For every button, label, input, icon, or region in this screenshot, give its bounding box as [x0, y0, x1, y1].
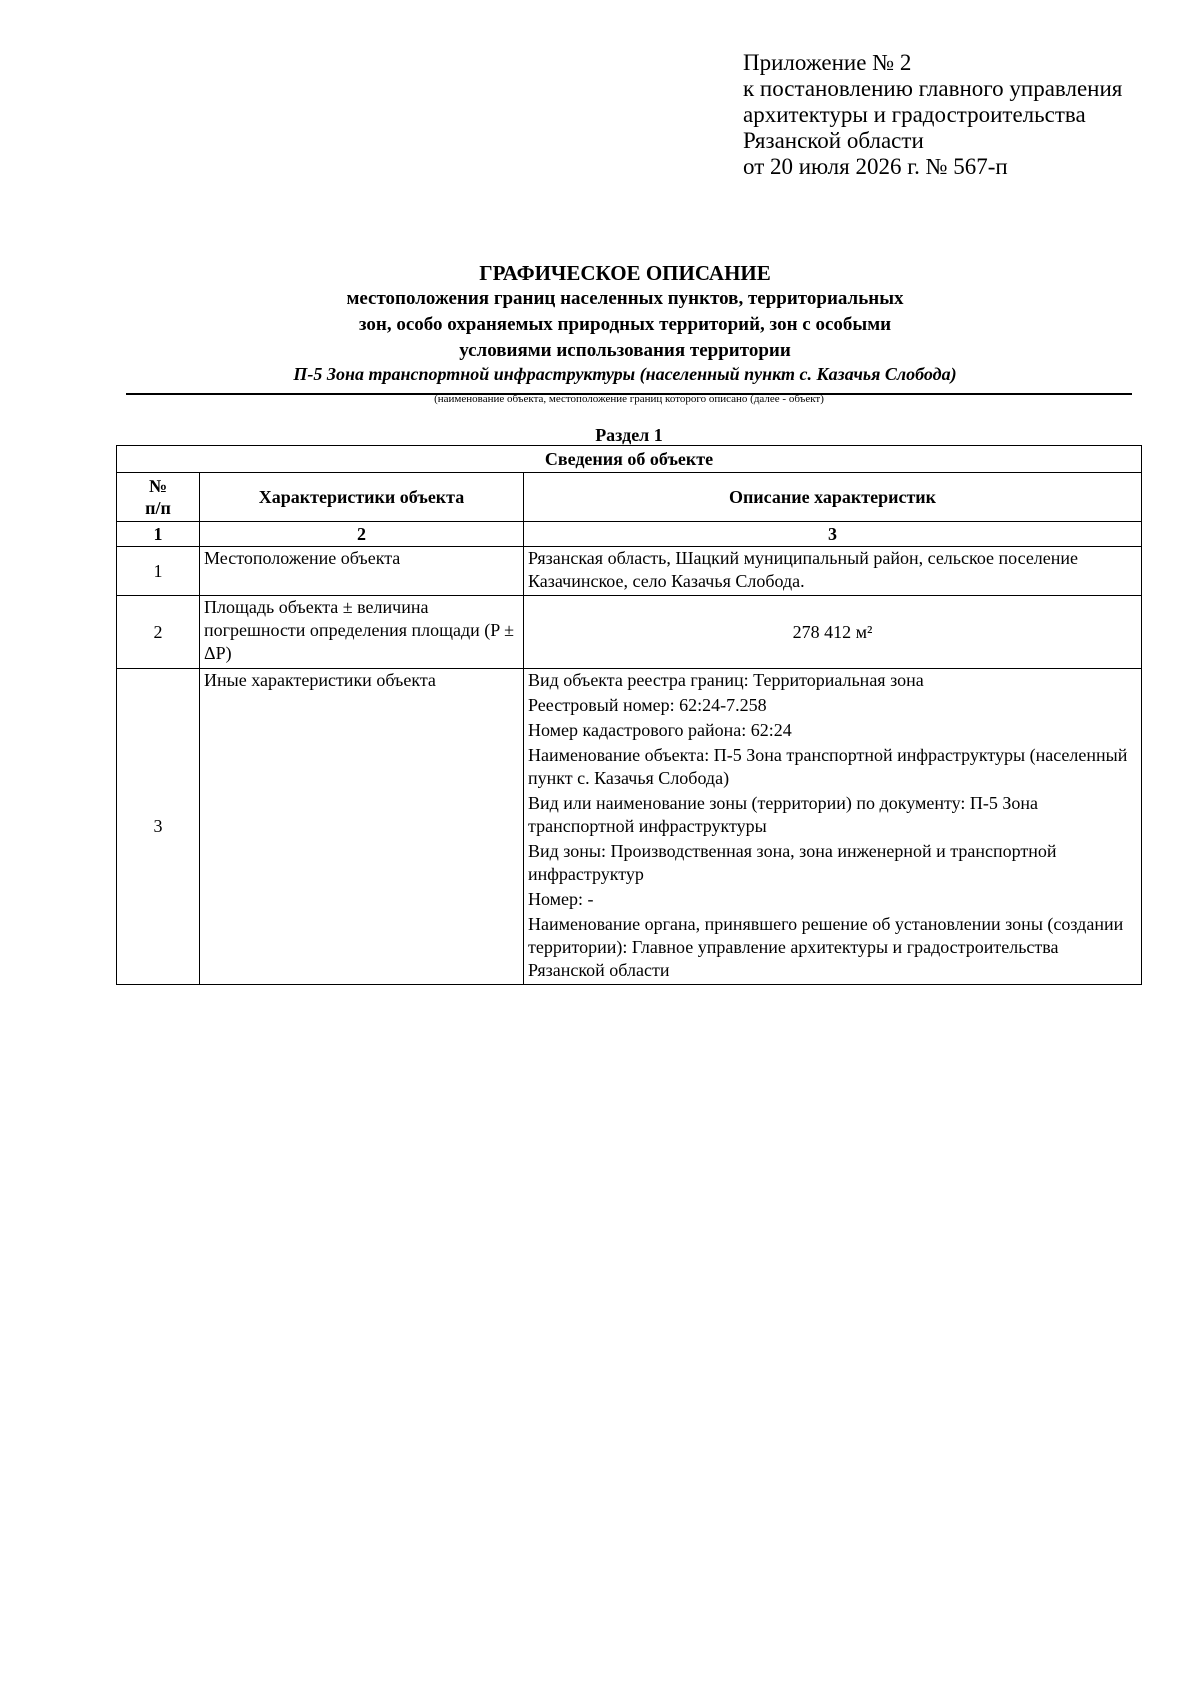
column-number: 1	[117, 522, 200, 547]
description-item: Наименование органа, принявшего решение об установлении зоны (создании территории): Главное управление архитектуры и градостроительства Рязанской области	[528, 914, 1124, 980]
column-header-number	[117, 473, 200, 522]
row-characteristic: Иные характеристики объекта	[200, 669, 524, 985]
row-number: 1	[117, 547, 200, 596]
row-description	[524, 669, 1142, 985]
object-name-caption: (наименование объекта, местоположение границ которого описано (далее - объект)	[434, 393, 824, 405]
description-item: Номер: -	[528, 889, 594, 909]
appendix-line: Рязанской области	[743, 128, 924, 153]
description-item: Номер кадастрового района: 62:24	[528, 720, 792, 740]
description-item: Вид зоны: Производственная зона, зона инженерной и транспортной инфраструктур	[528, 841, 1057, 884]
column-number: 3	[524, 522, 1142, 547]
appendix-line: архитектуры и градостроительства	[743, 102, 1086, 127]
description-item: Реестровый номер: 62:24-7.258	[528, 695, 767, 715]
document-title: ГРАФИЧЕСКОЕ ОПИСАНИЕ	[479, 261, 771, 285]
column-header-number-pp: п/п	[145, 498, 171, 518]
table-row	[117, 547, 1142, 596]
row-description: Рязанская область, Шацкий муниципальный район, сельское поселение Казачинское, село Казачья Слобода.	[524, 547, 1142, 596]
column-header-number-sign: №	[148, 476, 168, 496]
column-number: 2	[200, 522, 524, 547]
row-number: 2	[117, 596, 200, 669]
document-subtitle-line: местоположения границ населенных пунктов, территориальных	[346, 288, 904, 309]
section-title: Раздел 1	[595, 425, 663, 445]
object-info-table	[116, 445, 1142, 985]
object-name: П-5 Зона транспортной инфраструктуры (населенный пункт с. Казачья Слобода)	[293, 364, 957, 384]
appendix-line: Приложение № 2	[743, 50, 912, 75]
row-number: 3	[117, 669, 200, 985]
appendix-line: к постановлению главного управления	[743, 76, 1123, 101]
document-subtitle-line: условиями использования территории	[459, 340, 791, 361]
description-item: Наименование объекта: П-5 Зона транспортной инфраструктуры (населенный пункт с. Казачья Слобода)	[528, 745, 1128, 788]
table-caption: Сведения об объекте	[117, 446, 1142, 473]
appendix-reference	[743, 50, 1122, 180]
table-row	[117, 596, 1142, 669]
description-item: Вид объекта реестра границ: Территориальная зона	[528, 670, 924, 690]
table-row	[117, 669, 1142, 985]
column-header-characteristic: Характеристики объекта	[200, 473, 524, 522]
appendix-line: от 20 июля 2026 г. № 567-п	[743, 154, 1008, 179]
document-subtitle-line: зон, особо охраняемых природных территорий, зон с особыми	[358, 314, 892, 335]
column-header-description: Описание характеристик	[524, 473, 1142, 522]
row-description: 278 412 м²	[524, 596, 1142, 669]
row-characteristic: Местоположение объекта	[200, 547, 524, 596]
document-header	[118, 260, 1132, 384]
description-item: Вид или наименование зоны (территории) по документу: П-5 Зона транспортной инфраструктуры	[528, 793, 1039, 836]
row-characteristic: Площадь объекта ± величина погрешности определения площади (P ± ΔP)	[200, 596, 524, 669]
